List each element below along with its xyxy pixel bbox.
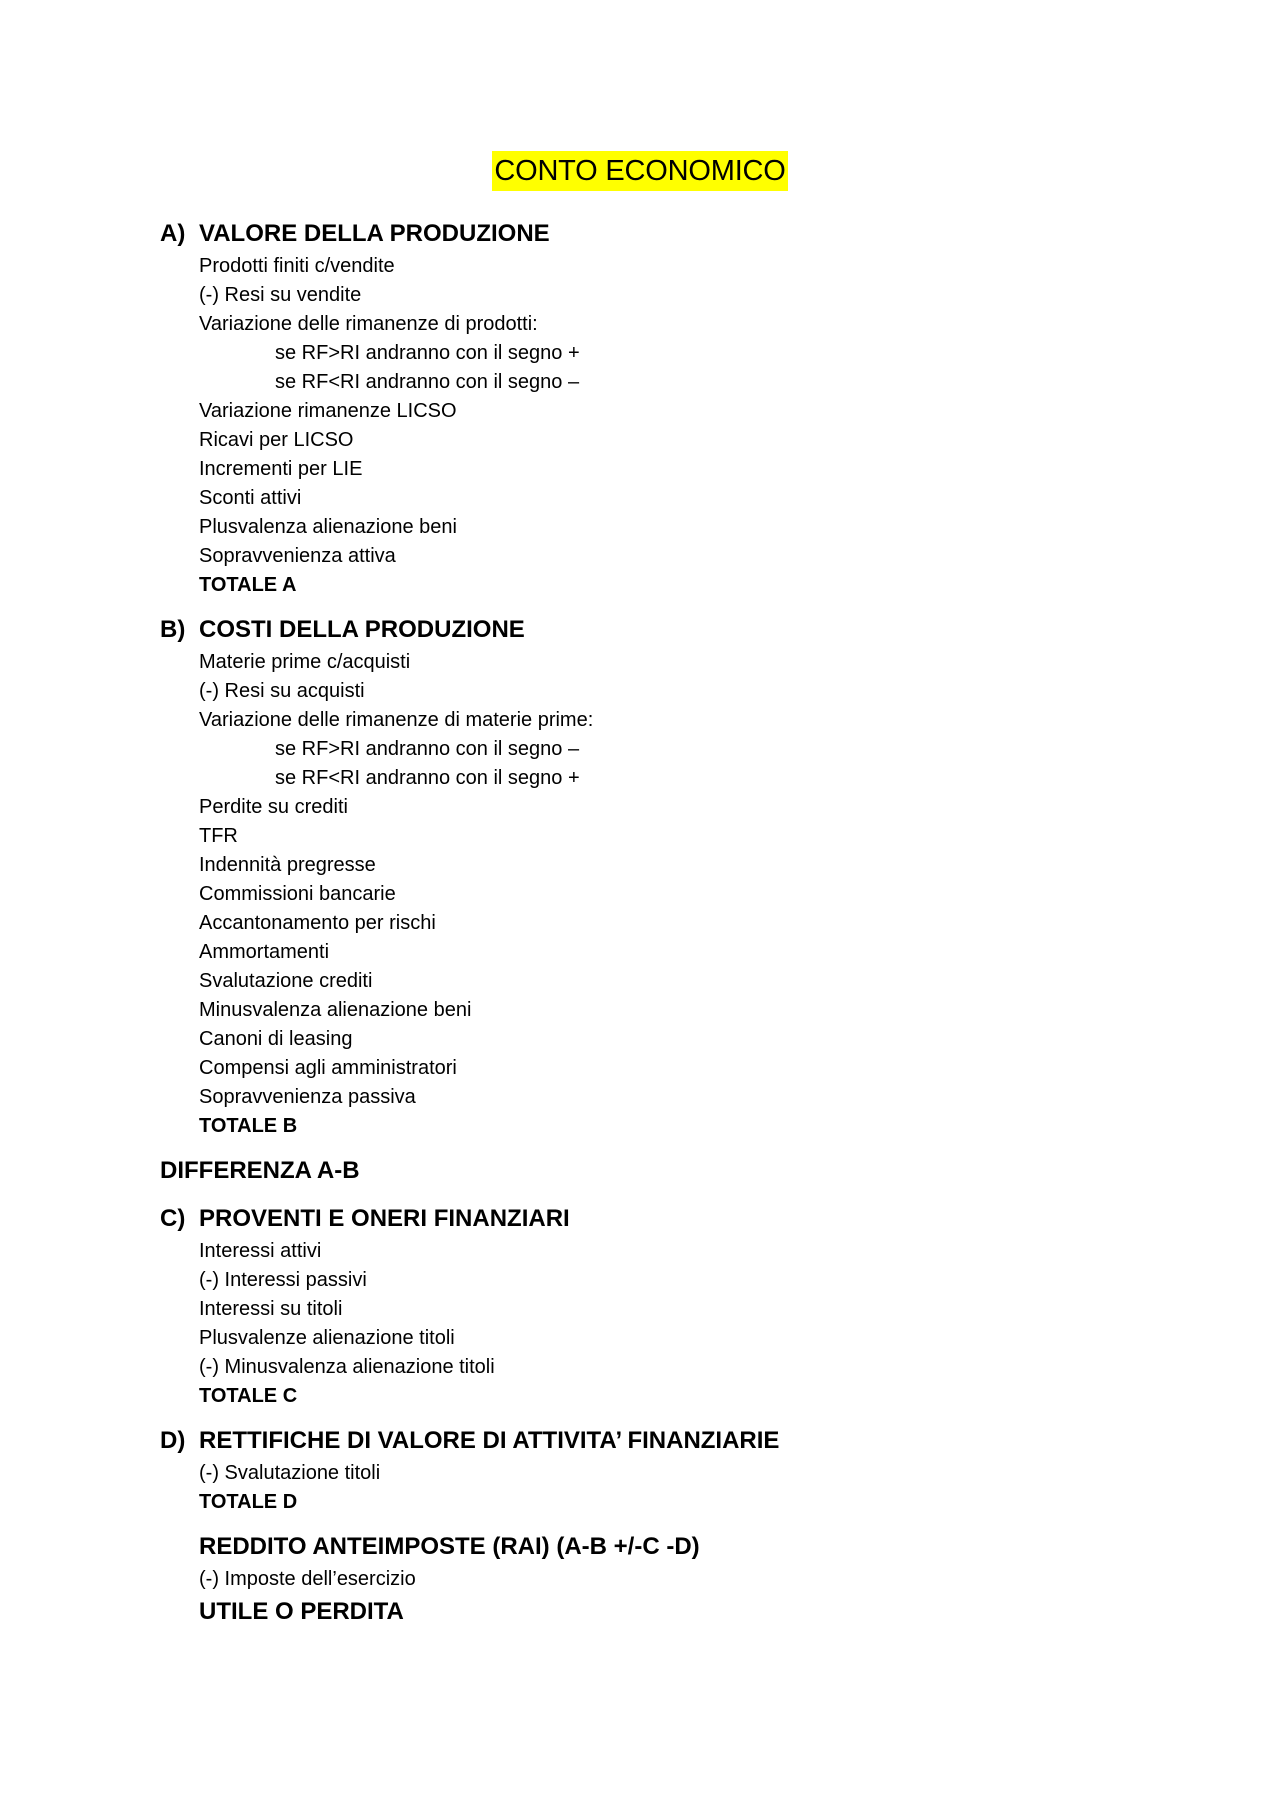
section-c-heading: [160, 1201, 1160, 1237]
section-c-letter: C): [160, 1205, 186, 1232]
list-item: Minusvalenza alienazione beni: [199, 999, 472, 1021]
result-heading: UTILE O PERDITA: [199, 1598, 404, 1625]
rai-heading: REDDITO ANTEIMPOSTE (RAI) (A-B +/-C -D): [199, 1533, 700, 1560]
list-item: (-) Svalutazione titoli: [199, 1462, 381, 1484]
difference-heading: DIFFERENZA A-B: [160, 1157, 360, 1184]
section-a-title: VALORE DELLA PRODUZIONE: [199, 220, 550, 247]
section-b-total: TOTALE B: [199, 1115, 298, 1137]
list-item: Variazione delle rimanenze di prodotti:: [199, 313, 538, 335]
list-item: (-) Resi su acquisti: [199, 680, 365, 702]
list-item: Indennità pregresse: [199, 854, 376, 876]
section-b-heading: [160, 612, 1160, 648]
list-item: Variazione rimanenze LICSO: [199, 400, 457, 422]
list-item: Materie prime c/acquisti: [199, 651, 411, 673]
list-item: Ricavi per LICSO: [199, 429, 354, 451]
section-c-title: PROVENTI E ONERI FINANZIARI: [199, 1205, 570, 1232]
section-d-letter: D): [160, 1427, 186, 1454]
section-b: [160, 612, 1160, 1141]
section-d-title: RETTIFICHE DI VALORE DI ATTIVITA’ FINANZIARIE: [199, 1427, 780, 1454]
list-item: Accantonamento per rischi: [199, 912, 436, 934]
section-a-letter: A): [160, 220, 186, 247]
list-item: Compensi agli amministratori: [199, 1057, 457, 1079]
list-subitem: se RF<RI andranno con il segno –: [275, 371, 580, 393]
section-d-total: TOTALE D: [199, 1491, 298, 1513]
section-a: [160, 216, 1160, 600]
section-d-heading: [160, 1423, 1160, 1459]
rai-section: [160, 1529, 1160, 1630]
section-c-total: TOTALE C: [199, 1385, 298, 1407]
list-item: (-) Interessi passivi: [199, 1269, 367, 1291]
list-item: Svalutazione crediti: [199, 970, 373, 992]
list-item: Plusvalenze alienazione titoli: [199, 1327, 455, 1349]
list-item: Ammortamenti: [199, 941, 330, 963]
section-b-letter: B): [160, 616, 186, 643]
list-item: Interessi attivi: [199, 1240, 322, 1262]
list-item: Plusvalenza alienazione beni: [199, 516, 457, 538]
list-item: Variazione delle rimanenze di materie prime:: [199, 709, 594, 731]
list-item: Canoni di leasing: [199, 1028, 353, 1050]
document-content: [160, 216, 1160, 1630]
list-item: Prodotti finiti c/vendite: [199, 255, 395, 277]
list-item: Sopravvenienza passiva: [199, 1086, 416, 1108]
list-subitem: se RF>RI andranno con il segno –: [275, 738, 580, 760]
list-item: (-) Imposte dell’esercizio: [199, 1568, 416, 1590]
section-d: [160, 1423, 1160, 1517]
list-subitem: se RF>RI andranno con il segno +: [275, 342, 580, 364]
list-item: (-) Minusvalenza alienazione titoli: [199, 1356, 495, 1378]
section-a-total: TOTALE A: [199, 574, 297, 596]
list-item: TFR: [199, 825, 238, 847]
section-c: [160, 1201, 1160, 1411]
list-item: Perdite su crediti: [199, 796, 348, 818]
document-title: CONTO ECONOMICO: [492, 151, 787, 191]
list-item: Commissioni bancarie: [199, 883, 396, 905]
section-b-title: COSTI DELLA PRODUZIONE: [199, 616, 525, 643]
section-a-items: [160, 252, 1160, 600]
list-item: Interessi su titoli: [199, 1298, 343, 1320]
list-item: Incrementi per LIE: [199, 458, 363, 480]
title-wrapper: [0, 151, 1280, 191]
list-item: (-) Resi su vendite: [199, 284, 362, 306]
section-b-items: [160, 648, 1160, 1141]
list-item: Sopravvenienza attiva: [199, 545, 396, 567]
section-c-items: [160, 1237, 1160, 1411]
section-d-items: [160, 1459, 1160, 1517]
list-subitem: se RF<RI andranno con il segno +: [275, 767, 580, 789]
list-item: Sconti attivi: [199, 487, 302, 509]
section-a-heading: [160, 216, 1160, 252]
